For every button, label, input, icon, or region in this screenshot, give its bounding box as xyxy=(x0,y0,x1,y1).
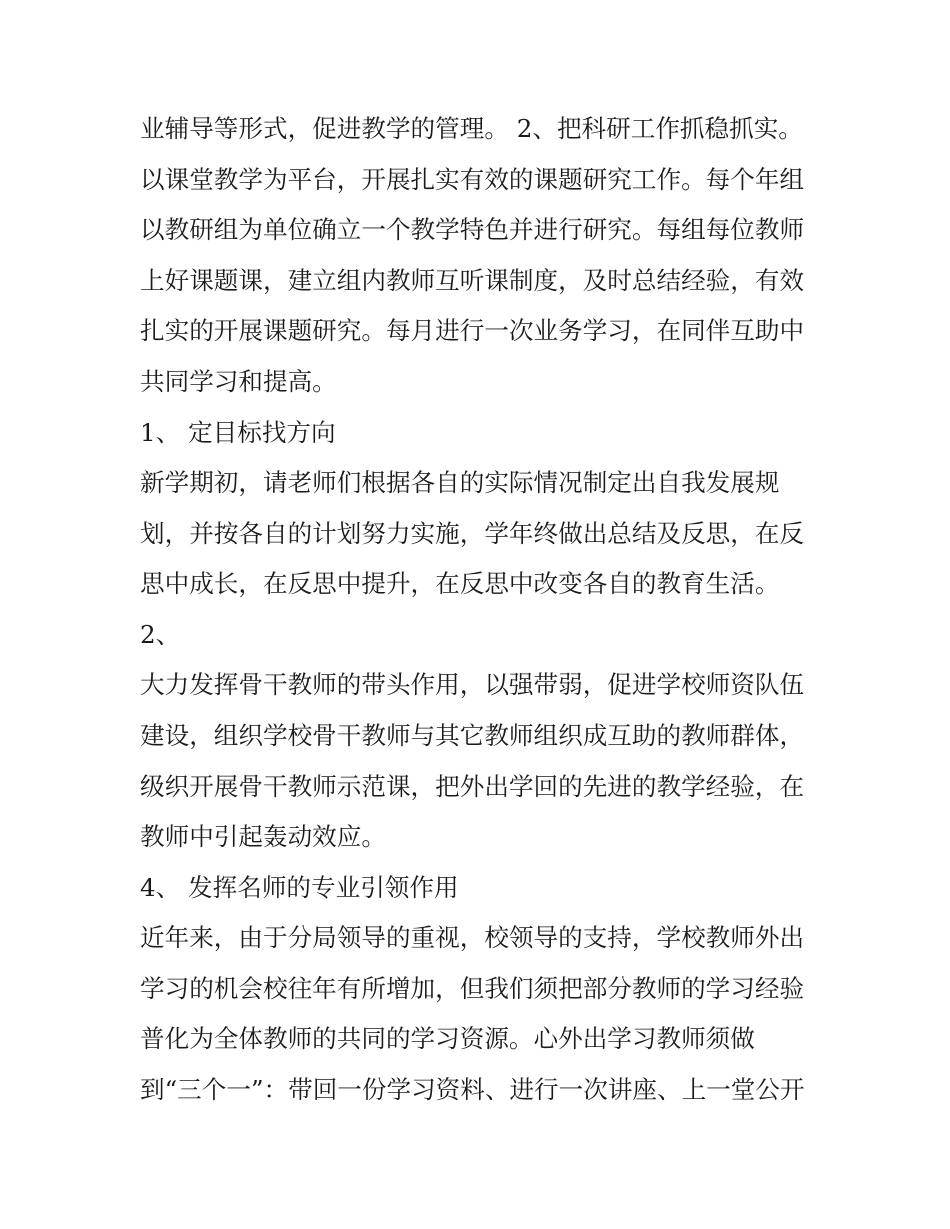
text-line: 共同学习和提高。 xyxy=(140,367,337,396)
text-line: 扎实的开展课题研究。每月进行一次业务学习，在同伴互助中 xyxy=(140,316,805,345)
text-line: 教师中引起轰动效应。 xyxy=(140,822,386,851)
text-line: 以教研组为单位确立一个教学特色并进行研究。每组每位教师 xyxy=(140,215,805,244)
text-line: 新学期初，请老师们根据各自的实际情况制定出自我发展规 xyxy=(140,468,780,497)
text-line: 业辅导等形式，促进教学的管理。 2、把科研工作抓稳抓实。 xyxy=(140,114,803,143)
text-line: 大力发挥骨干教师的带头作用，以强带弱，促进学校师资队伍 xyxy=(140,670,805,699)
text-line: 级织开展骨干教师示范课，把外出学回的先进的教学经验，在 xyxy=(140,772,805,801)
text-line: 普化为全体教师的共同的学习资源。心外出学习教师须做 xyxy=(140,1024,755,1053)
text-line: 建设，组织学校骨干教师与其它教师组织成互助的教师群体， xyxy=(140,721,805,750)
section-heading: 1、 定目标找方向 xyxy=(140,418,336,447)
text-line: 学习的机会校往年有所增加，但我们须把部分教师的学习经验 xyxy=(140,974,805,1003)
section-heading: 4、 发挥名师的专业引领作用 xyxy=(140,873,459,902)
text-line: 近年来，由于分局领导的重视，校领导的支持，学校教师外出 xyxy=(140,923,805,952)
text-line: 以课堂教学为平台，开展扎实有效的课题研究工作。每个年组 xyxy=(140,165,805,194)
text-line: 思中成长，在反思中提升，在反思中改变各自的教育生活。 xyxy=(140,569,780,598)
text-line: 划，并按各自的计划努力实施，学年终做出总结及反思，在反 xyxy=(140,519,805,548)
text-line: 上好课题课，建立组内教师互听课制度，及时总结经验，有效 xyxy=(140,266,805,295)
section-heading: 2、 xyxy=(140,620,181,649)
text-line: 到“三个一”：带回一份学习资料、进行一次讲座、上一堂公开 xyxy=(140,1075,805,1104)
